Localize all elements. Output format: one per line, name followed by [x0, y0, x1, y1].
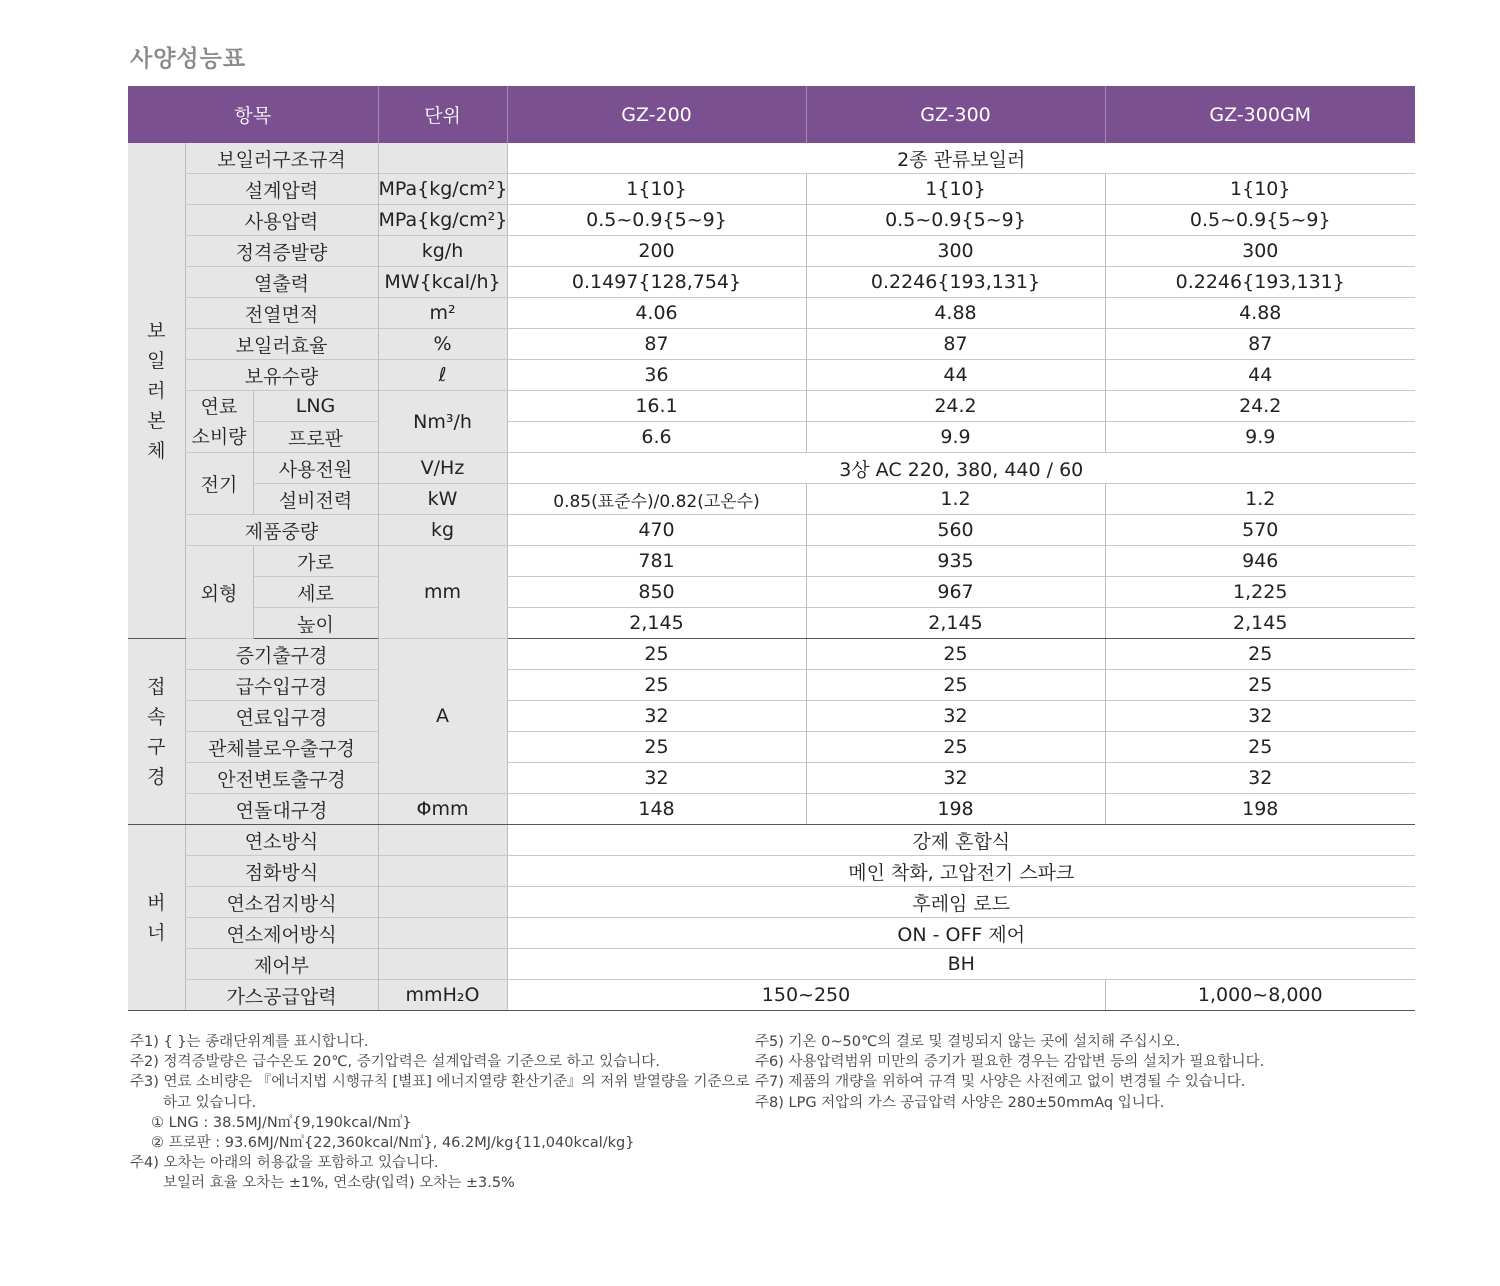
table-row	[128, 484, 1415, 515]
table-row	[128, 453, 1415, 484]
table-row	[128, 856, 1415, 887]
unit-cell: Nm³/h	[378, 391, 507, 453]
value-cell: 32	[507, 763, 806, 794]
value-cell: 24.2	[1105, 391, 1415, 422]
notes-left	[130, 1032, 750, 1194]
note: 주1) { }는 종래단위계를 표시합니다.	[130, 1034, 369, 1050]
value-cell: 560	[806, 515, 1105, 546]
value-cell: 0.2246{193,131}	[806, 267, 1105, 298]
table-row	[128, 825, 1415, 856]
table-row	[128, 298, 1415, 329]
row-label: 연돌대구경	[185, 794, 378, 825]
value-cell: 24.2	[806, 391, 1105, 422]
span-value: 후레임 로드	[507, 887, 1415, 918]
value-cell: 32	[1105, 701, 1415, 732]
row-label: 제어부	[185, 949, 378, 980]
row-label: 연소제어방식	[185, 918, 378, 949]
value-cell: 1{10}	[1105, 174, 1415, 205]
span-value: ON - OFF 제어	[507, 918, 1415, 949]
row-label: 보일러효율	[185, 329, 378, 360]
table-row	[128, 236, 1415, 267]
table-row	[128, 887, 1415, 918]
value-cell: 32	[1105, 763, 1415, 794]
unit-cell: m²	[378, 298, 507, 329]
row-label: 가스공급압력	[185, 980, 378, 1011]
value-cell: 148	[507, 794, 806, 825]
unit-cell	[378, 887, 507, 918]
note: ② 프로판 : 93.6MJ/N㎥{22,360kcal/N㎥}, 46.2MJ/kg{11,040kcal/kg}	[151, 1135, 635, 1152]
note: 보일러 효율 오차는 ±1%, 연소량(입력) 오차는 ±3.5%	[163, 1175, 515, 1192]
note: 하고 있습니다.	[163, 1094, 257, 1111]
row-label: 설계압력	[185, 174, 378, 205]
row-label: 증기출구경	[185, 639, 378, 670]
value-cell: 1{10}	[806, 174, 1105, 205]
table-row	[128, 980, 1415, 1011]
value-cell: 2,145	[507, 608, 806, 639]
note: 주5) 기온 0~50℃의 결로 및 결빙되지 않는 곳에 설치해 주십시오.	[755, 1034, 1181, 1050]
unit-cell: MPa{kg/cm²}	[378, 174, 507, 205]
unit-cell	[378, 856, 507, 887]
unit-cell: mmH₂O	[378, 980, 507, 1011]
value-cell: 2,145	[1105, 608, 1415, 639]
unit-cell	[378, 949, 507, 980]
row-label: 급수입구경	[185, 670, 378, 701]
table-row	[128, 205, 1415, 236]
unit-cell: Φmm	[378, 794, 507, 825]
span-value: 강제 혼합식	[507, 825, 1415, 856]
row-label: 보유수량	[185, 360, 378, 391]
value-cell: 25	[806, 732, 1105, 763]
unit-cell	[378, 143, 507, 174]
value-cell: 0.5~0.9{5~9}	[806, 205, 1105, 236]
table-row	[128, 639, 1415, 670]
row-label: 연료입구경	[185, 701, 378, 732]
span-value: 3상 AC 220, 380, 440 / 60	[507, 453, 1415, 484]
notes-right	[755, 1032, 1264, 1113]
value-cell: 0.5~0.9{5~9}	[1105, 205, 1415, 236]
value-cell: 570	[1105, 515, 1415, 546]
sub-label: 사용전원	[253, 453, 378, 484]
value-cell: 16.1	[507, 391, 806, 422]
value-cell: 25	[806, 670, 1105, 701]
unit-cell	[378, 825, 507, 856]
table-row	[128, 329, 1415, 360]
header-item: 항목	[128, 86, 378, 143]
row-label: 정격증발량	[185, 236, 378, 267]
table-row	[128, 608, 1415, 639]
unit-cell: A	[378, 639, 507, 794]
unit-cell: kW	[378, 484, 507, 515]
note: 주6) 사용압력범위 미만의 증기가 필요한 경우는 감압변 등의 설치가 필요합니다.	[755, 1054, 1265, 1071]
table-row	[128, 670, 1415, 701]
sub-label: 설비전력	[253, 484, 378, 515]
row-label-electric: 전기	[185, 453, 253, 515]
spec-table	[128, 86, 1415, 1011]
row-label: 제품중량	[185, 515, 378, 546]
unit-cell: kg/h	[378, 236, 507, 267]
value-cell: 9.9	[806, 422, 1105, 453]
value-cell: 44	[1105, 360, 1415, 391]
header-model-3: GZ-300GM	[1105, 86, 1415, 143]
value-cell: 0.85(표준수)/0.82(고온수)	[507, 484, 806, 515]
value-cell: 300	[806, 236, 1105, 267]
unit-cell: ℓ	[378, 360, 507, 391]
unit-cell: %	[378, 329, 507, 360]
sub-label: 가로	[253, 546, 378, 577]
value-cell: 200	[507, 236, 806, 267]
row-label: 관체블로우출구경	[185, 732, 378, 763]
table-row	[128, 546, 1415, 577]
note: ① LNG : 38.5MJ/N㎥{9,190kcal/N㎥}	[151, 1114, 412, 1131]
table-header-row	[128, 86, 1415, 143]
row-label: 사용압력	[185, 205, 378, 236]
sub-label: 프로판	[253, 422, 378, 453]
value-cell: 6.6	[507, 422, 806, 453]
row-label: 전열면적	[185, 298, 378, 329]
value-cell: 0.1497{128,754}	[507, 267, 806, 298]
value-cell: 32	[806, 701, 1105, 732]
note: 주8) LPG 저압의 가스 공급압력 사양은 280±50mmAq 입니다.	[755, 1094, 1165, 1111]
unit-cell: mm	[378, 546, 507, 639]
sub-label: LNG	[253, 391, 378, 422]
table-row	[128, 577, 1415, 608]
value-cell: 967	[806, 577, 1105, 608]
value-cell: 1.2	[806, 484, 1105, 515]
group-burner: 버 너	[128, 825, 185, 1011]
value-cell: 946	[1105, 546, 1415, 577]
value-cell: 25	[1105, 639, 1415, 670]
value-cell: 1,225	[1105, 577, 1415, 608]
table-row	[128, 391, 1415, 422]
value-cell: 9.9	[1105, 422, 1415, 453]
row-label: 점화방식	[185, 856, 378, 887]
note: 주3) 연료 소비량은 『에너지법 시행규칙 [별표] 에너지열량 환산기준』의 저위 발열량을 기준으로	[130, 1074, 750, 1091]
value-cell: 781	[507, 546, 806, 577]
value-cell: 25	[1105, 732, 1415, 763]
value-cell: 32	[507, 701, 806, 732]
value-cell: 44	[806, 360, 1105, 391]
row-label: 안전변토출구경	[185, 763, 378, 794]
value-cell: 300	[1105, 236, 1415, 267]
value-cell: 1,000~8,000	[1105, 980, 1415, 1011]
span-value: 메인 착화, 고압전기 스파크	[507, 856, 1415, 887]
value-cell: 198	[806, 794, 1105, 825]
table-row	[128, 143, 1415, 174]
value-cell: 25	[507, 639, 806, 670]
page-title: 사양성능표	[130, 46, 247, 72]
unit-cell: kg	[378, 515, 507, 546]
value-cell: 25	[806, 639, 1105, 670]
table-row	[128, 174, 1415, 205]
unit-cell: MPa{kg/cm²}	[378, 205, 507, 236]
value-cell: 87	[806, 329, 1105, 360]
table-row	[128, 732, 1415, 763]
header-unit: 단위	[378, 86, 507, 143]
value-cell: 25	[1105, 670, 1415, 701]
value-cell: 4.88	[806, 298, 1105, 329]
value-cell: 1{10}	[507, 174, 806, 205]
sub-label: 세로	[253, 577, 378, 608]
value-cell: 87	[507, 329, 806, 360]
row-label: 열출력	[185, 267, 378, 298]
value-cell: 1.2	[1105, 484, 1415, 515]
value-cell: 0.2246{193,131}	[1105, 267, 1415, 298]
row-label: 연소검지방식	[185, 887, 378, 918]
span-value: BH	[507, 949, 1415, 980]
row-label-fuel	[185, 391, 253, 453]
table-row	[128, 918, 1415, 949]
value-cell: 25	[507, 670, 806, 701]
table-row	[128, 794, 1415, 825]
table-row	[128, 949, 1415, 980]
note: 주7) 제품의 개량을 위하여 규격 및 사양은 사전예고 없이 변경될 수 있습니다.	[755, 1074, 1246, 1091]
value-cell: 36	[507, 360, 806, 391]
value-cell: 4.88	[1105, 298, 1415, 329]
value-cell: 935	[806, 546, 1105, 577]
table-row	[128, 701, 1415, 732]
group-boiler-body: 보 일 러 본 체	[128, 143, 185, 639]
unit-cell	[378, 918, 507, 949]
unit-cell: V/Hz	[378, 453, 507, 484]
value-cell: 470	[507, 515, 806, 546]
row-label-dimensions: 외형	[185, 546, 253, 639]
value-cell: 2,145	[806, 608, 1105, 639]
table-row	[128, 422, 1415, 453]
value-cell: 25	[507, 732, 806, 763]
sub-label: 높이	[253, 608, 378, 639]
fuel-label-line1: 연료	[200, 395, 238, 418]
table-row	[128, 515, 1415, 546]
value-cell: 0.5~0.9{5~9}	[507, 205, 806, 236]
header-model-1: GZ-200	[507, 86, 806, 143]
value-cell: 87	[1105, 329, 1415, 360]
value-cell: 198	[1105, 794, 1415, 825]
unit-cell: MW{kcal/h}	[378, 267, 507, 298]
table-row	[128, 763, 1415, 794]
note: 주4) 오차는 아래의 허용값을 포함하고 있습니다.	[130, 1155, 439, 1172]
note: 주2) 정격증발량은 급수온도 20℃, 증기압력은 설계압력을 기준으로 하고 있습니다.	[130, 1054, 660, 1071]
table-row	[128, 267, 1415, 298]
value-cell: 4.06	[507, 298, 806, 329]
header-model-2: GZ-300	[806, 86, 1105, 143]
row-label: 보일러구조규격	[185, 143, 378, 174]
table-row	[128, 360, 1415, 391]
group-connections: 접 속 구 경	[128, 639, 185, 825]
value-cell: 850	[507, 577, 806, 608]
fuel-label-line2: 소비량	[191, 425, 247, 448]
span-value: 2종 관류보일러	[507, 143, 1415, 174]
span-value: 150~250	[507, 980, 1105, 1011]
row-label: 연소방식	[185, 825, 378, 856]
value-cell: 32	[806, 763, 1105, 794]
